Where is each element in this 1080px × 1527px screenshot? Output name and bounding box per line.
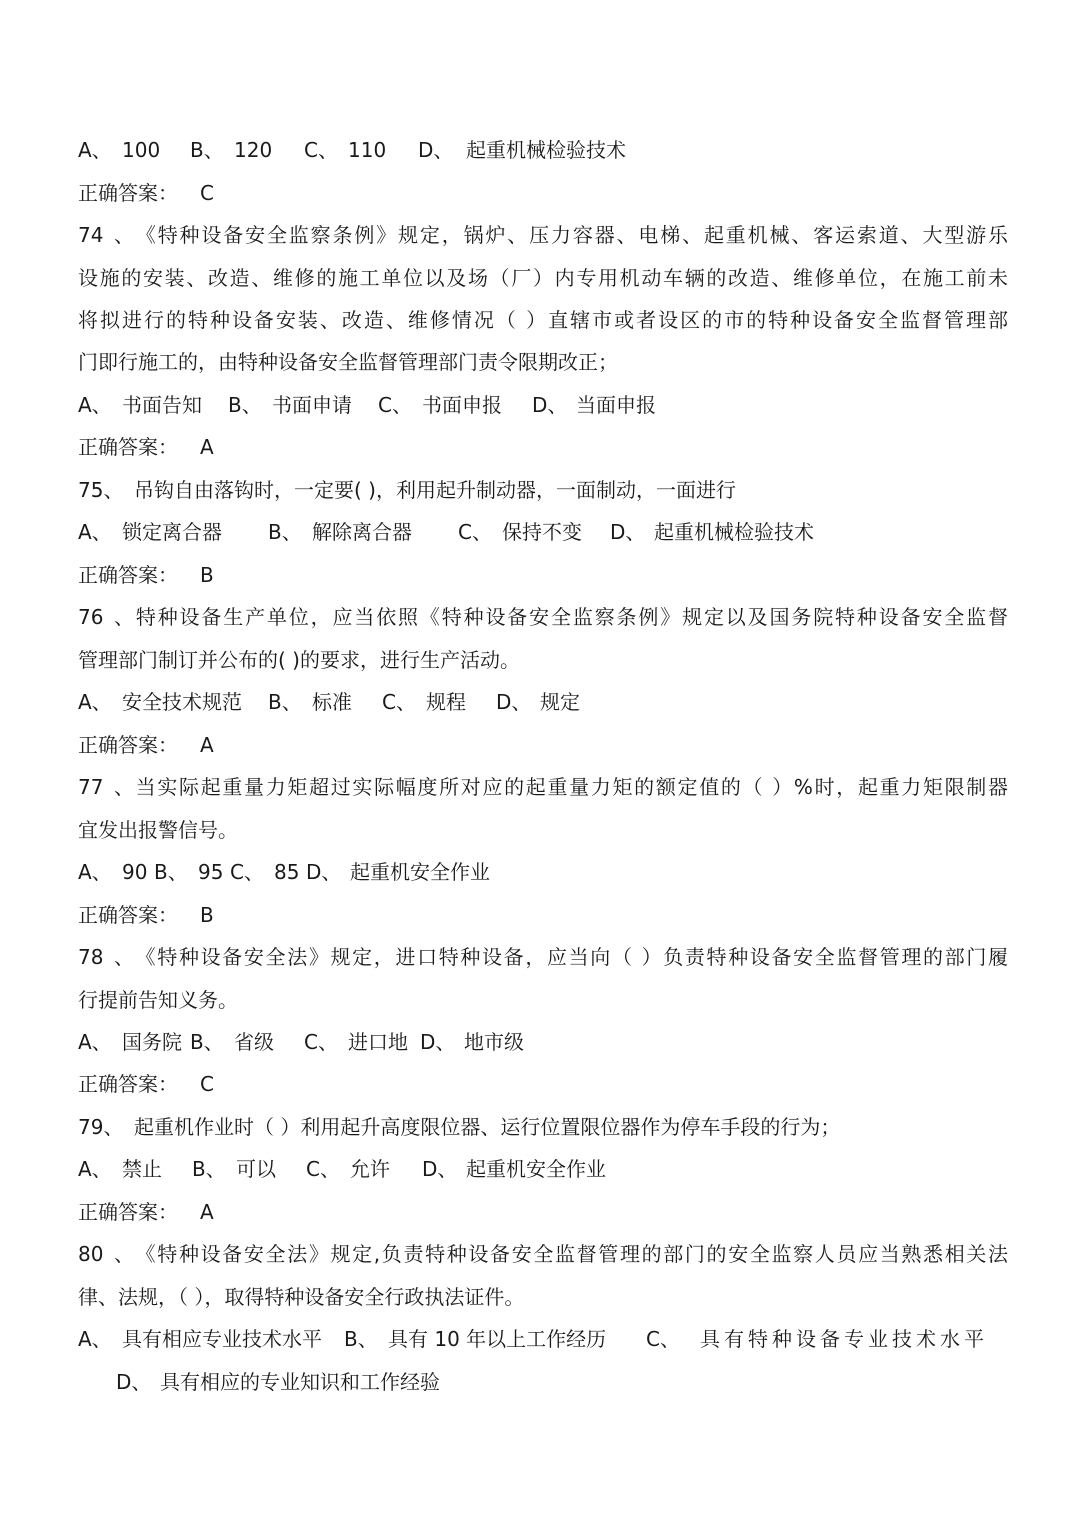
option-label: A、: [78, 1157, 112, 1181]
option-label: B、: [268, 690, 302, 714]
option-text: 起重机械检验技术: [654, 520, 814, 544]
option-text: 允许: [350, 1157, 390, 1181]
option-text: 起重机安全作业: [466, 1157, 606, 1181]
option-text: 具有特种设备专业技术水平: [700, 1327, 988, 1351]
option-text: 当面申报: [576, 393, 656, 417]
question-number: 80、: [78, 1242, 134, 1266]
answer-line: [78, 432, 1008, 462]
question-text: [78, 772, 1008, 802]
answer-line: [78, 730, 1008, 760]
option-text: 书面申请: [272, 393, 352, 417]
option-text: 解除离合器: [312, 520, 412, 544]
answer-label: 正确答案：: [78, 181, 178, 205]
option-label: A、: [78, 860, 112, 884]
option-text: 95: [198, 860, 224, 884]
answer-label: 正确答案：: [78, 733, 178, 757]
question-text: 宜发出报警信号。: [78, 818, 238, 842]
option-label: C、: [646, 1327, 680, 1351]
option-text: 120: [234, 138, 273, 162]
option-label: D、: [496, 690, 532, 714]
options-line: [116, 1367, 1046, 1397]
question-text: 管理部门制订并公布的( )的要求，进行生产活动。: [78, 648, 520, 672]
option-label: B、: [268, 520, 302, 544]
option-text: 规定: [540, 690, 580, 714]
option-label: C、: [304, 138, 338, 162]
option-label: B、: [154, 860, 188, 884]
option-text: 90: [122, 860, 148, 884]
question-text: [78, 602, 1008, 632]
option-label: B、: [190, 138, 224, 162]
option-text: 可以: [236, 1157, 276, 1181]
options-line: [78, 517, 1008, 547]
answer-label: 正确答案：: [78, 903, 178, 927]
option-text: 规程: [426, 690, 466, 714]
option-label: A、: [78, 393, 112, 417]
option-text: 禁止: [122, 1157, 162, 1181]
option-label: B、: [190, 1030, 224, 1054]
option-label: C、: [304, 1030, 338, 1054]
option-text: 标准: [312, 690, 352, 714]
question-text-line: 《特种设备安全法》规定,负责特种设备安全监督管理的部门的安全监察人员应当熟悉相关法: [134, 1242, 1008, 1266]
option-label: A、: [78, 138, 112, 162]
answer-value: B: [200, 903, 214, 927]
option-text: 地市级: [464, 1030, 524, 1054]
question-text: [78, 220, 1008, 250]
question-text: 律、法规，（ ），取得特种设备安全行政执法证件。: [78, 1285, 525, 1309]
option-text: 85: [274, 860, 300, 884]
option-label: D、: [306, 860, 342, 884]
answer-value: A: [200, 1200, 214, 1224]
option-label: D、: [422, 1157, 458, 1181]
question-text-line: 特种设备生产单位，应当依照《特种设备安全监察条例》规定以及国务院特种设备安全监督: [134, 605, 1008, 629]
option-text: 进口地: [348, 1030, 408, 1054]
question-text: 门即行施工的，由特种设备安全监督管理部门责令限期改正；: [78, 350, 618, 374]
answer-value: B: [200, 563, 214, 587]
question-number: 76、: [78, 605, 134, 629]
question-text: 设施的安装、改造、维修的施工单位以及场（厂）内专用机动车辆的改造、维修单位，在施工前未: [78, 266, 1008, 290]
answer-value: C: [200, 1072, 214, 1096]
question-text-line: 当实际起重量力矩超过实际幅度所对应的起重量力矩的额定值的（ ）%时，起重力矩限制器: [134, 775, 1008, 799]
answer-line: [78, 560, 1008, 590]
option-label: A、: [78, 520, 112, 544]
answer-label: 正确答案：: [78, 1200, 178, 1224]
answer-line: [78, 178, 1008, 208]
option-label: B、: [344, 1327, 378, 1351]
option-label: A、: [78, 1030, 112, 1054]
option-text: 具有相应的专业知识和工作经验: [160, 1370, 440, 1394]
option-text: 安全技术规范: [122, 690, 242, 714]
option-label: D、: [418, 138, 454, 162]
question-text: [78, 1239, 1008, 1269]
option-label: A、: [78, 1327, 112, 1351]
question-text: [78, 475, 1008, 505]
question-text: [78, 1112, 1008, 1142]
option-label: C、: [458, 520, 492, 544]
question-number: 77、: [78, 775, 134, 799]
answer-line: [78, 1197, 1008, 1227]
options-line: [78, 390, 1008, 420]
answer-label: 正确答案：: [78, 563, 178, 587]
options-line: [78, 135, 1008, 165]
option-label: D、: [532, 393, 568, 417]
answer-value: C: [200, 181, 214, 205]
option-text: 保持不变: [502, 520, 582, 544]
answer-value: A: [200, 435, 214, 459]
question-number: 74、: [78, 223, 134, 247]
option-label: A、: [78, 690, 112, 714]
option-label: D、: [610, 520, 646, 544]
options-line: [78, 1324, 1008, 1354]
question-text: 将拟进行的特种设备安装、改造、维修情况（ ）直辖市或者设区的市的特种设备安全监督管理部: [78, 308, 1008, 332]
option-label: B、: [192, 1157, 226, 1181]
option-text: 国务院: [122, 1030, 182, 1054]
question-text-line: 《特种设备安全监察条例》规定，锅炉、压力容器、电梯、起重机械、客运索道、大型游乐: [134, 223, 1008, 247]
option-text: 起重机械检验技术: [466, 138, 626, 162]
option-text: 具有 10 年以上工作经历: [388, 1327, 607, 1351]
options-line: [78, 1027, 1008, 1057]
question-number: 75、: [78, 478, 124, 502]
answer-value: A: [200, 733, 214, 757]
options-line: [78, 687, 1008, 717]
options-line: [78, 857, 1008, 887]
answer-label: 正确答案：: [78, 435, 178, 459]
option-text: 起重机安全作业: [350, 860, 490, 884]
option-text: 110: [348, 138, 387, 162]
answer-line: [78, 900, 1008, 930]
option-label: C、: [382, 690, 416, 714]
question-text-line: 起重机作业时（ ）利用起升高度限位器、运行位置限位器作为停车手段的行为；: [134, 1115, 841, 1139]
option-text: 省级: [234, 1030, 274, 1054]
question-number: 79、: [78, 1115, 124, 1139]
question-text: 行提前告知义务。: [78, 988, 238, 1012]
option-label: B、: [228, 393, 262, 417]
answer-line: [78, 1069, 1008, 1099]
option-text: 书面申报: [422, 393, 502, 417]
option-label: D、: [116, 1370, 152, 1394]
option-label: C、: [230, 860, 264, 884]
option-text: 100: [122, 138, 161, 162]
question-text-line: 《特种设备安全法》规定，进口特种设备，应当向（ ）负责特种设备安全监督管理的部门履: [134, 945, 1008, 969]
options-line: [78, 1154, 1008, 1184]
option-text: 锁定离合器: [122, 520, 222, 544]
option-text: 书面告知: [122, 393, 202, 417]
option-label: D、: [420, 1030, 456, 1054]
option-text: 具有相应专业技术水平: [122, 1327, 322, 1351]
option-label: C、: [378, 393, 412, 417]
question-number: 78、: [78, 945, 134, 969]
answer-label: 正确答案：: [78, 1072, 178, 1096]
option-label: C、: [306, 1157, 340, 1181]
question-text: [78, 942, 1008, 972]
question-text-line: 吊钩自由落钩时，一定要( )，利用起升制动器，一面制动，一面进行: [134, 478, 736, 502]
